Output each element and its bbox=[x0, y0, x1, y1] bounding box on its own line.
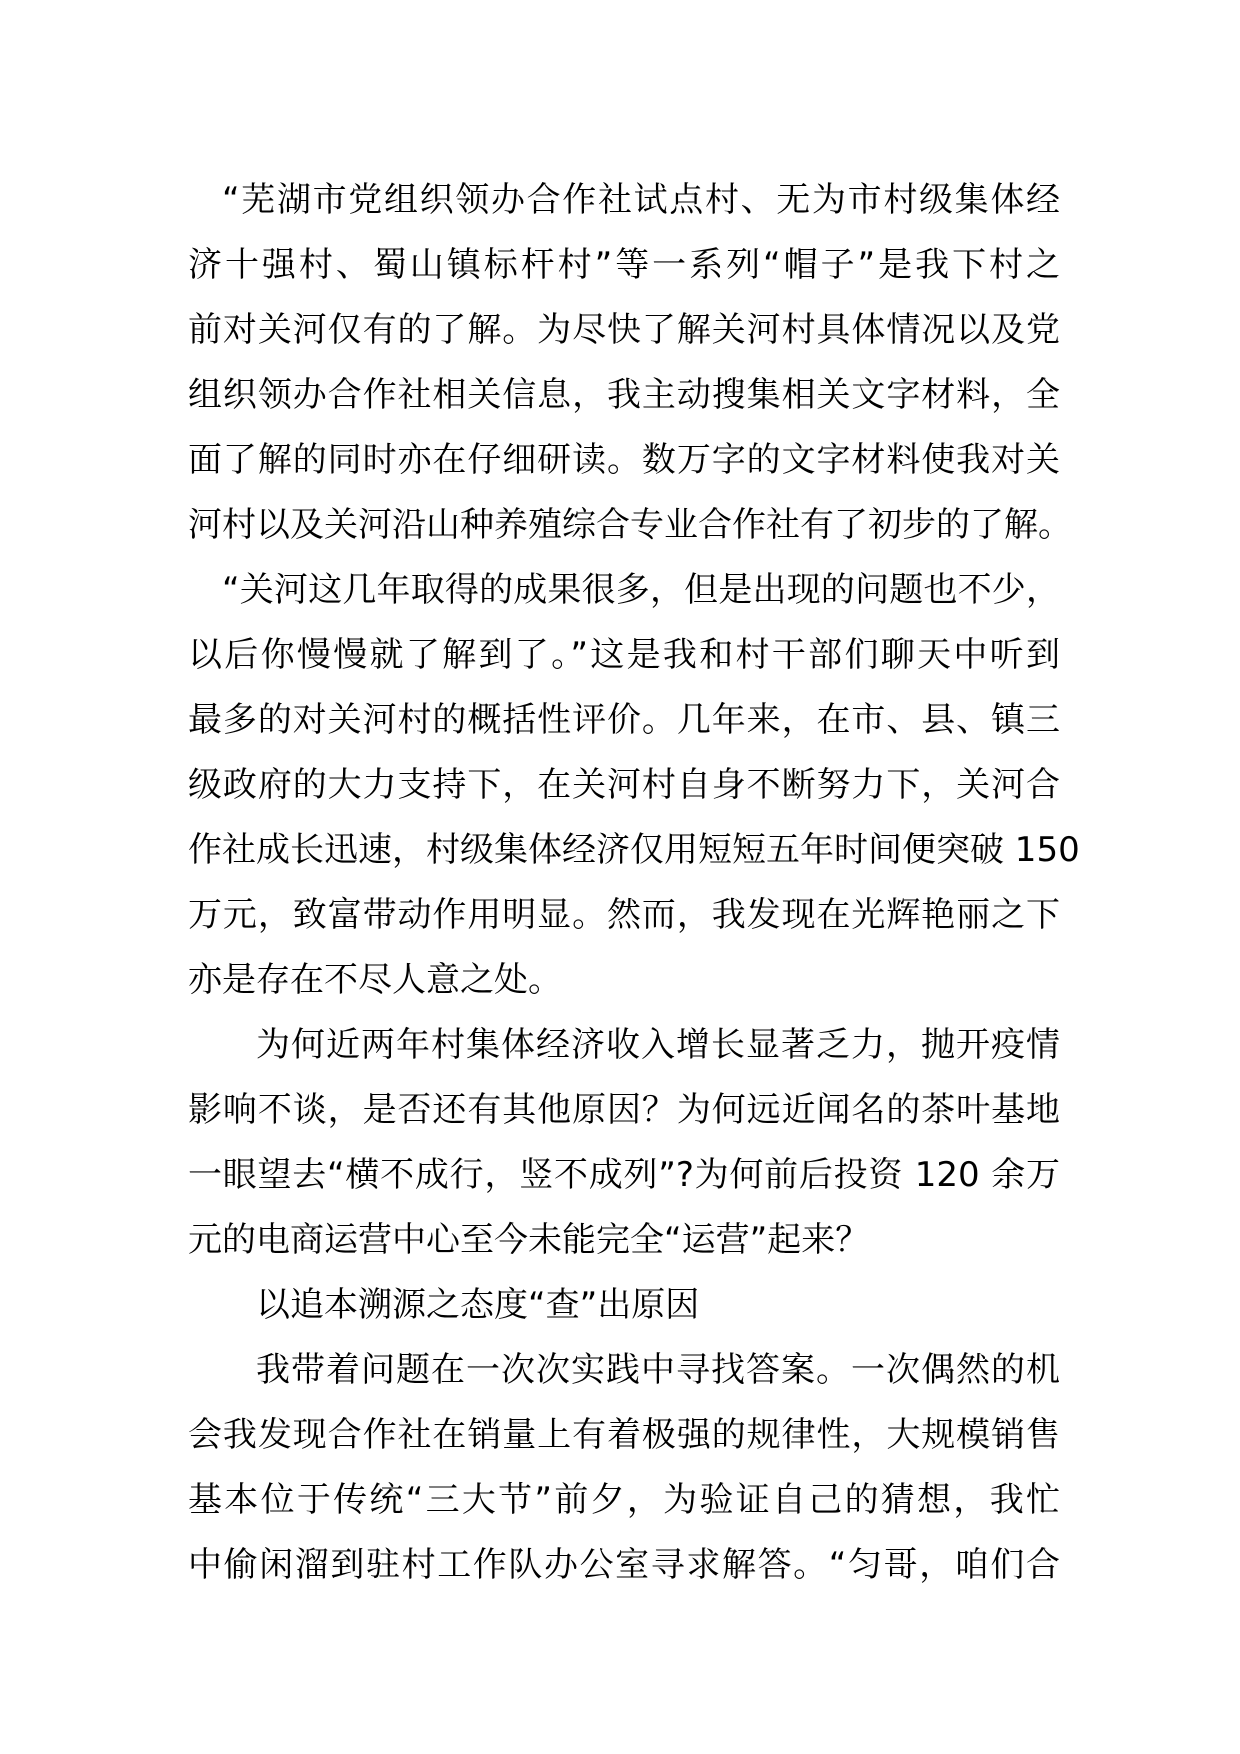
paragraph-line: “关河这几年取得的成果很多，但是出现的问题也不少， bbox=[222, 570, 1060, 610]
paragraph-line: 一眼望去“横不成行，竖不成列”?为何前后投资 120 余万 bbox=[188, 1155, 1060, 1195]
section-heading: 以追本溯源之态度“查”出原因 bbox=[256, 1285, 700, 1325]
paragraph-line: 最多的对关河村的概括性评价。几年来，在市、县、镇三 bbox=[188, 700, 1060, 740]
paragraph-line: “芜湖市党组织领办合作社试点村、无为市村级集体经 bbox=[222, 180, 1060, 220]
paragraph-line: 济十强村、蜀山镇标杆村”等一系列“帽子”是我下村之 bbox=[188, 245, 1060, 285]
paragraph-line: 河村以及关河沿山种养殖综合专业合作社有了初步的了解。 bbox=[188, 505, 1072, 545]
document-body bbox=[188, 168, 1080, 1598]
paragraph-line: 会我发现合作社在销量上有着极强的规律性，大规模销售 bbox=[188, 1415, 1060, 1455]
paragraph-1 bbox=[188, 168, 1072, 558]
paragraph-line: 组织领办合作社相关信息，我主动搜集相关文字材料，全 bbox=[188, 375, 1060, 415]
paragraph-line: 元的电商运营中心至今未能完全“运营”起来？ bbox=[188, 1220, 870, 1260]
paragraph-line: 前对关河仅有的了解。为尽快了解关河村具体情况以及党 bbox=[188, 310, 1060, 350]
paragraph-line: 面了解的同时亦在仔细研读。数万字的文字材料使我对关 bbox=[188, 440, 1060, 480]
paragraph-line: 为何近两年村集体经济收入增长显著乏力，抛开疫情 bbox=[256, 1025, 1060, 1065]
paragraph-line: 万元，致富带动作用明显。然而，我发现在光辉艳丽之下 bbox=[188, 895, 1060, 935]
paragraph-line: 级政府的大力支持下，在关河村自身不断努力下，关河合 bbox=[188, 765, 1060, 805]
paragraph-4 bbox=[188, 1338, 1060, 1598]
paragraph-line: 亦是存在不尽人意之处。 bbox=[188, 960, 562, 1000]
paragraph-line: 以后你慢慢就了解到了。”这是我和村干部们聊天中听到 bbox=[188, 635, 1060, 675]
paragraph-line: 基本位于传统“三大节”前夕，为验证自己的猜想，我忙 bbox=[188, 1480, 1060, 1520]
paragraph-line: 中偷闲溜到驻村工作队办公室寻求解答。“匀哥，咱们合 bbox=[188, 1545, 1060, 1585]
paragraph-line: 作社成长迅速，村级集体经济仅用短短五年时间便突破 150 bbox=[188, 830, 1080, 870]
paragraph-line: 我带着问题在一次次实践中寻找答案。一次偶然的机 bbox=[256, 1350, 1060, 1390]
paragraph-3 bbox=[188, 1013, 1060, 1273]
paragraph-line: 影响不谈，是否还有其他原因？为何远近闻名的茶叶基地 bbox=[188, 1090, 1060, 1130]
paragraph-2 bbox=[188, 558, 1080, 1013]
